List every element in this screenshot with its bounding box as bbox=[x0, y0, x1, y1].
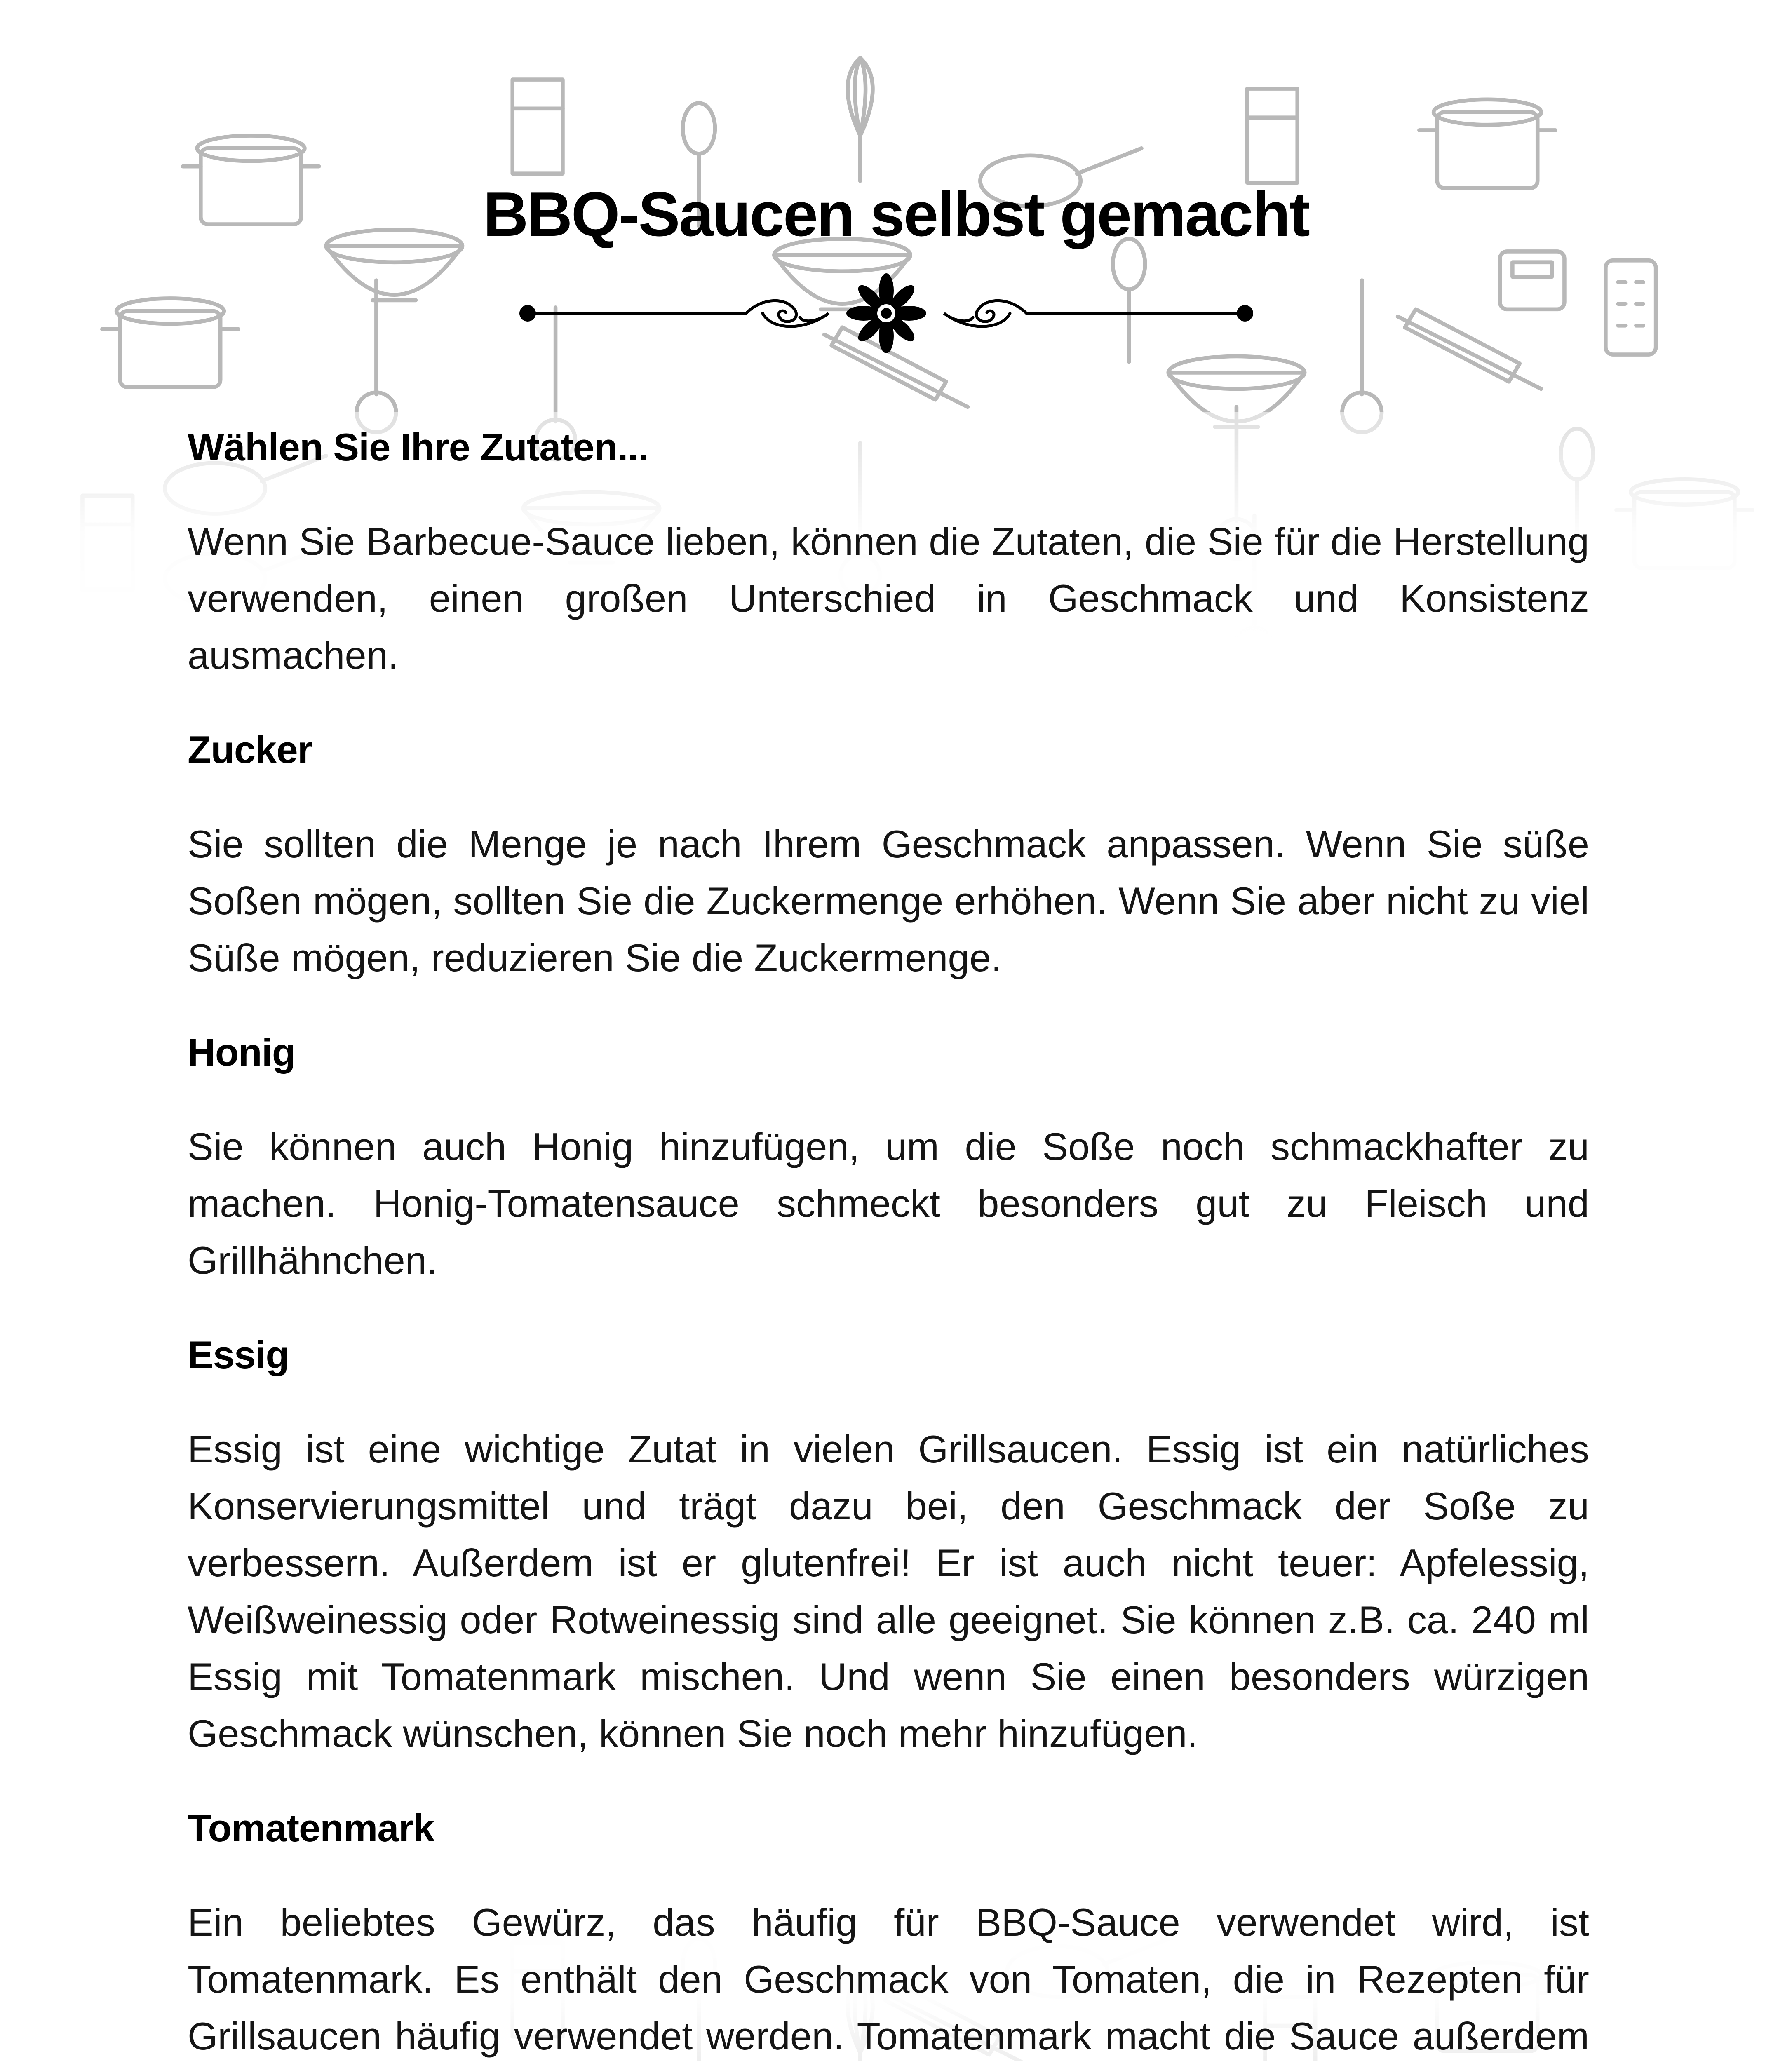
section-heading-zutaten: Wählen Sie Ihre Zutaten... bbox=[188, 425, 648, 469]
page-title: BBQ-Saucen selbst gemacht bbox=[483, 179, 1309, 249]
section-text-essig: Essig ist eine wichtige Zutat in vielen Grillsaucen. Essig ist ein natürliches Konservierungsmittel und trägt dazu bei, den Geschmack der Soße zu verbessern. Außerdem ist er glutenfrei! Er ist auch nicht teuer: Apfelessig, Weißweinessig oder Rotweinessig sind alle geeignet. Sie können z.B. ca. 240 ml Essig mit Tomatenmark mischen. Und wenn Sie einen besonders würzigen Geschmack wünschen, können Sie noch mehr hinzufügen. bbox=[188, 1427, 1589, 1755]
flower-ornament-divider bbox=[515, 272, 1257, 354]
section-text-zucker: Sie sollten die Menge je nach Ihrem Geschmack anpassen. Wenn Sie süße Soßen mögen, sollten Sie die Zuckermenge erhöhen. Wenn Sie aber nicht zu viel Süße mögen, reduzieren Sie die Zuckermenge. bbox=[188, 822, 1589, 979]
content-body bbox=[188, 418, 1589, 2061]
section-heading-tomatenmark: Tomatenmark bbox=[188, 1806, 434, 1850]
section-text-tomatenmark: Ein beliebtes Gewürz, das häufig für BBQ-Sauce verwendet wird, ist Tomatenmark. Es enthält den Geschmack von Tomaten, die in Rezepten für Grillsaucen häufig verwendet werden. Tomatenmark macht die Sauce außerdem bbox=[188, 1901, 1589, 2058]
section-text-zutaten: Wenn Sie Barbecue-Sauce lieben, können die Zutaten, die Sie für die Herstellung verwenden, einen großen Unterschied in Geschmack und Konsistenz ausmachen. bbox=[188, 520, 1589, 677]
section-text-honig: Sie können auch Honig hinzufügen, um die Soße noch schmackhafter zu machen. Honig-Tomatensauce schmeckt besonders gut zu Fleisch und Grillhähnchen. bbox=[188, 1125, 1589, 1282]
section-heading-essig: Essig bbox=[188, 1333, 289, 1376]
section-heading-honig: Honig bbox=[188, 1030, 296, 1074]
section-heading-zucker: Zucker bbox=[188, 728, 312, 771]
